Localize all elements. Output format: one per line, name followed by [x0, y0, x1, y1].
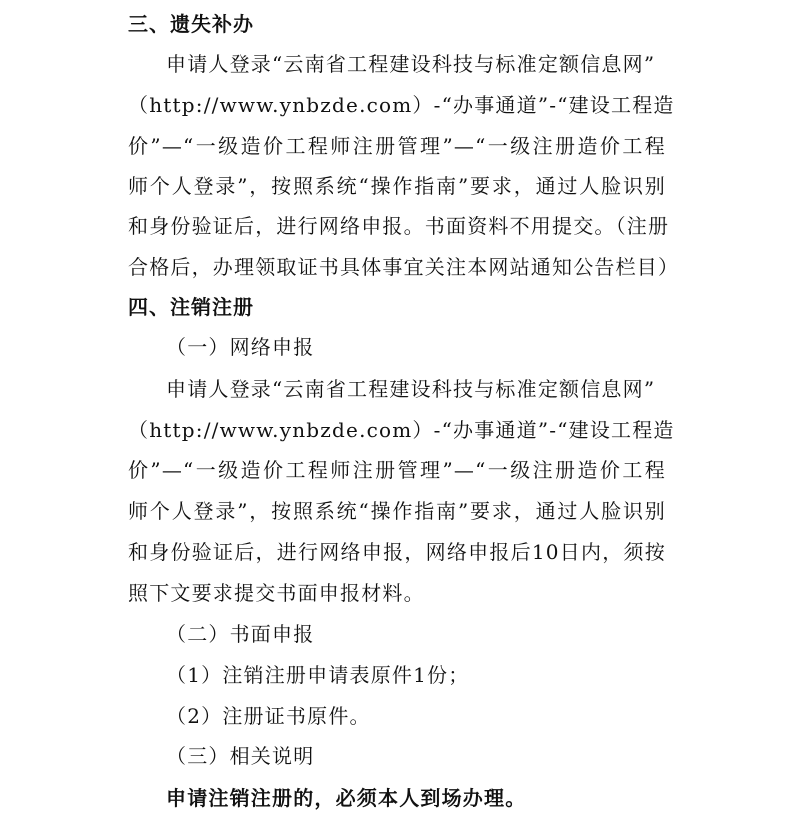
list-item: （2）注册证书原件。	[166, 704, 371, 728]
subsection-title-online-application: （一）网络申报	[166, 335, 315, 359]
paragraph-line: 价”—“一级造价工程师注册管理”—“一级注册造价工程	[128, 458, 666, 482]
paragraph-line: 师个人登录”，按照系统“操作指南”要求，通过人脸识别	[128, 499, 666, 523]
subsection-title-written-application: （二）书面申报	[166, 622, 315, 646]
section-heading-deregistration: 四、注销注册	[128, 295, 254, 319]
section-heading-lost-reissue: 三、遗失补办	[128, 12, 254, 36]
paragraph-line: （http://www.ynbzde.com）-“办事通道”-“建设工程造	[128, 93, 675, 117]
paragraph-line: 价”—“一级造价工程师注册管理”—“一级注册造价工程	[128, 134, 666, 158]
list-item: （1）注销注册申请表原件1份；	[166, 663, 470, 687]
paragraph-line: 合格后，办理领取证书具体事宜关注本网站通知公告栏目）	[128, 255, 680, 279]
paragraph-line: （http://www.ynbzde.com）-“办事通道”-“建设工程造	[128, 418, 675, 442]
paragraph-line: 师个人登录”，按照系统“操作指南”要求，通过人脸识别	[128, 174, 666, 198]
paragraph-line: 申请人登录“云南省工程建设科技与标准定额信息网”	[166, 377, 656, 401]
paragraph-line: 和身份验证后，进行网络申报，网络申报后10日内，须按	[128, 540, 666, 564]
subsection-title-notes: （三）相关说明	[166, 744, 315, 768]
paragraph-line: 申请人登录“云南省工程建设科技与标准定额信息网”	[166, 52, 656, 76]
paragraph-line: 照下文要求提交书面申报材料。	[128, 581, 425, 605]
important-note: 申请注销注册的，必须本人到场办理。	[166, 786, 527, 810]
paragraph-line: 和身份验证后，进行网络申报。书面资料不用提交。（注册	[128, 214, 670, 238]
